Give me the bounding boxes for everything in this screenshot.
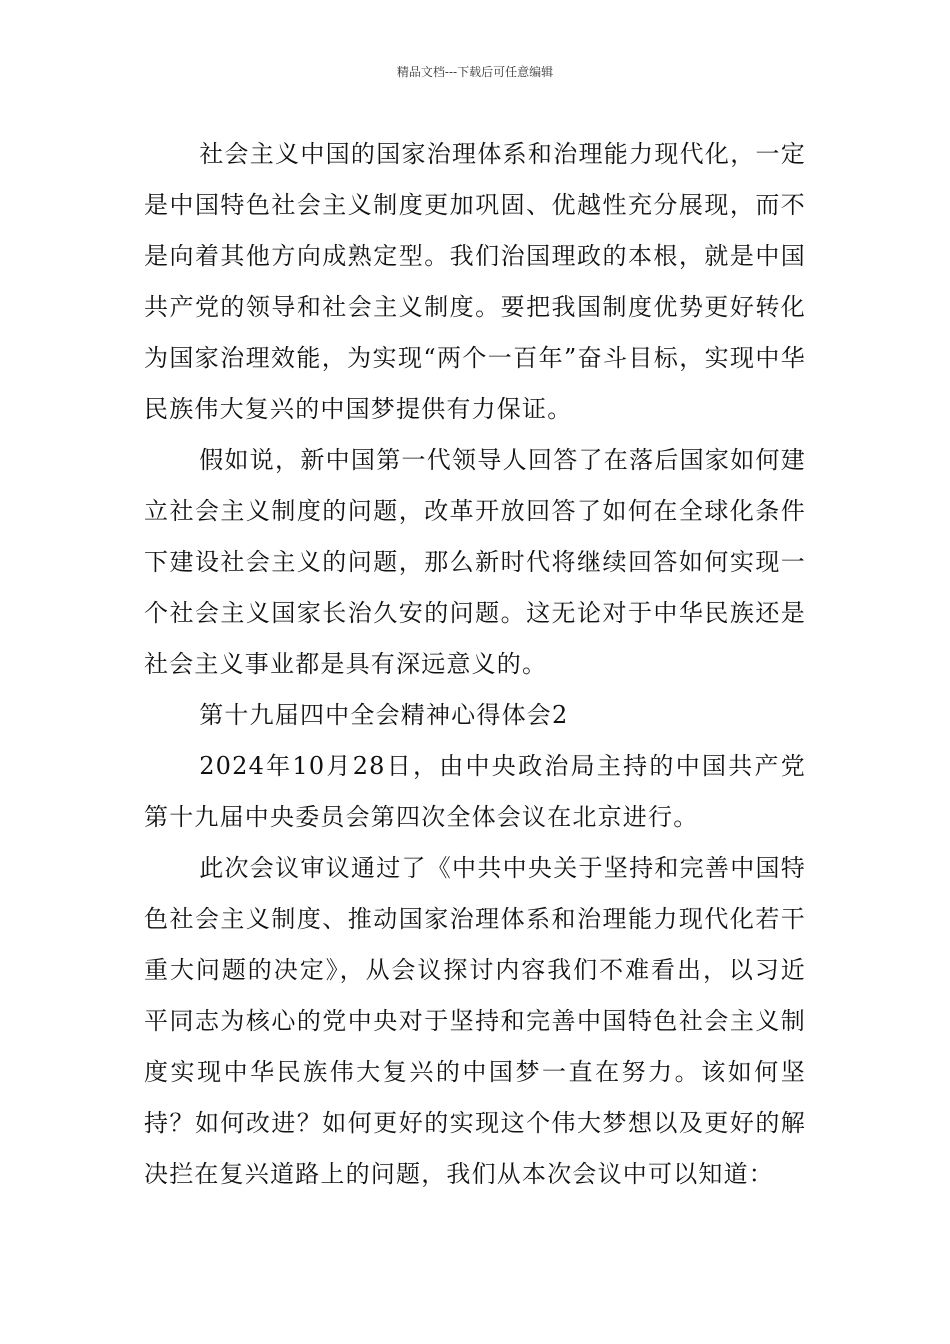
page-header: 精品文档---下载后可任意编辑: [396, 65, 554, 79]
section-heading: 第十九届四中全会精神心得体会2: [199, 701, 569, 729]
paragraph-4: 此次会议审议通过了《中共中央关于坚持和完善中国特色社会主义制度、推动国家治理体系和治理能力现代化若干重大问题的决定》，从会议探讨内容我们不难看出，以习近平同志为核心的党中央对于坚持和完善中国特色社会主义制度实现中华民族伟大复兴的中国梦一直在努力。该如何坚持？如何改进？如何更好的实现这个伟大梦想以及更好的解决拦在复兴道路上的问题，我们从本次会议中可以知道：: [144, 854, 806, 1188]
paragraph-1: 社会主义中国的国家治理体系和治理能力现代化，一定是中国特色社会主义制度更加巩固、优越性充分展现，而不是向着其他方向成熟定型。我们治国理政的本根，就是中国共产党的领导和社会主义制度。要把我国制度优势更好转化为国家治理效能，为实现“两个一百年”奋斗目标，实现中华民族伟大复兴的中国梦提供有力保证。: [144, 140, 806, 423]
document-body: [144, 129, 806, 1200]
paragraph-2: 假如说，新中国第一代领导人回答了在落后国家如何建立社会主义制度的问题，改革开放回答了如何在全球化条件下建设社会主义的问题，那么新时代将继续回答如何实现一个社会主义国家长治久安的问题。这无论对于中华民族还是社会主义事业都是具有深远意义的。: [144, 446, 806, 678]
paragraph-3: 2024年10月28日，由中央政治局主持的中国共产党第十九届中央委员会第四次全体会议在北京进行。: [144, 752, 806, 831]
